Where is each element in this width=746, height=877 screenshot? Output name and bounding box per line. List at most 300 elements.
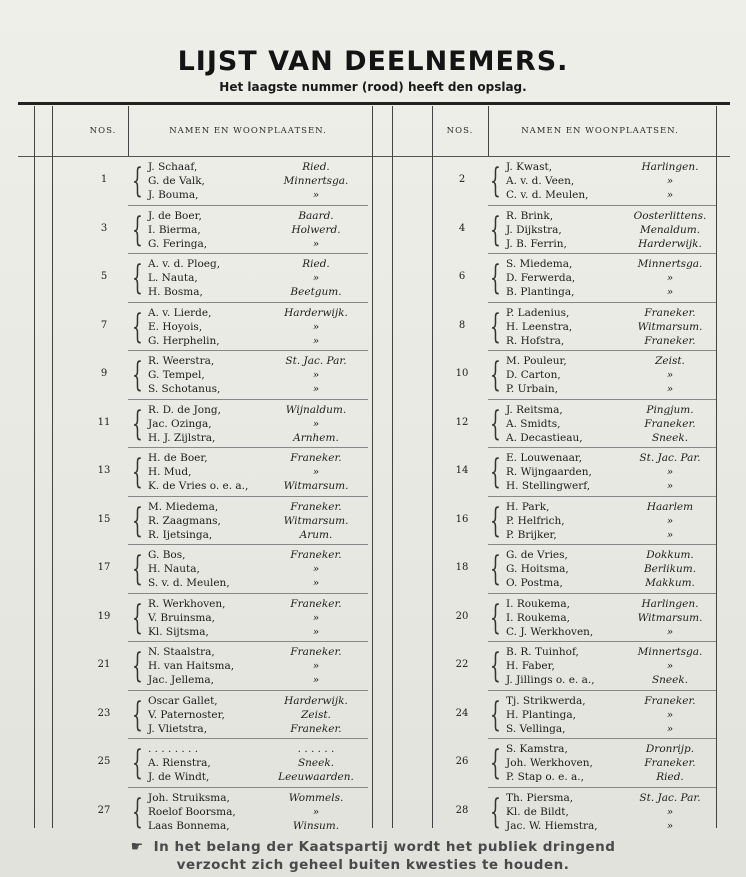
player-names [506, 548, 569, 590]
player-name: Kl. de Bildt, [506, 805, 569, 818]
player-name: J. de Windt, [148, 771, 210, 783]
left-margin-rule [34, 106, 35, 828]
entry-row [434, 352, 746, 400]
player-name: H. Mud, [148, 466, 192, 478]
player-place: » [666, 514, 674, 527]
player-place: Oosterlittens. [633, 209, 707, 222]
player-place: » [312, 369, 320, 381]
entry-row [434, 498, 746, 546]
player-places [266, 209, 366, 251]
player-names [506, 306, 572, 348]
entry-row [76, 643, 396, 691]
player-name: C. v. d. Meulen, [506, 189, 589, 201]
player-place: Dronrijp. [645, 743, 695, 755]
player-name: J. B. Ferrin, [506, 237, 567, 250]
player-name: B. Plantinga, [506, 286, 575, 298]
entry-row [434, 207, 746, 255]
row-separator [128, 641, 368, 642]
player-place: Wijnaldum. [285, 403, 347, 416]
row-separator [128, 787, 368, 788]
player-place: Witmarsum. [637, 320, 703, 333]
player-name: G. Feringa, [148, 237, 208, 250]
player-place: Minnertsga. [283, 175, 349, 187]
entry-number: 28 [455, 804, 469, 816]
player-places [266, 160, 366, 202]
player-name: I. Roukema, [506, 611, 570, 624]
player-place: » [666, 175, 674, 187]
player-name: G. de Valk, [148, 175, 205, 187]
player-name: H. Park, [506, 500, 550, 513]
brace-mark: { [490, 452, 501, 492]
player-place: St. Jac. Par. [639, 452, 701, 464]
left-nos-header: NOS. [89, 126, 117, 136]
player-name: H. J. Zijlstra, [148, 431, 216, 444]
entry-number: 13 [97, 465, 111, 476]
entry-row [76, 401, 396, 449]
player-place: » [666, 272, 674, 284]
player-place: Franeker. [290, 646, 342, 658]
player-names [506, 791, 598, 833]
player-places [266, 597, 366, 639]
footer-line-1: In het belang der Kaatspartij wordt het publiek dringend [153, 839, 616, 855]
entry-row [434, 304, 746, 352]
row-separator [488, 350, 716, 351]
center-rule-right [432, 106, 433, 828]
brace-mark: { [490, 597, 501, 638]
entry-row [434, 595, 746, 643]
entry-row [434, 740, 746, 788]
player-place: Minnertsga. [637, 258, 703, 270]
player-name: Kl. Sijtsma, [148, 625, 209, 638]
brace-mark: { [132, 209, 143, 250]
player-places [266, 742, 366, 784]
player-places [620, 354, 720, 396]
player-place: » [666, 722, 674, 735]
player-name: R. Ijetsinga, [148, 528, 213, 541]
player-places [266, 500, 366, 542]
player-place: Winsum. [292, 819, 340, 832]
brace-mark: { [490, 403, 501, 444]
entry-row [76, 546, 396, 594]
player-names [506, 597, 593, 639]
player-place: » [312, 563, 320, 575]
player-places [266, 791, 366, 833]
player-place: Dokkum. [646, 549, 694, 561]
player-name: M. Pouleur, [506, 355, 567, 367]
footer-notice [0, 838, 746, 874]
player-places [620, 209, 720, 251]
player-place: » [312, 466, 320, 478]
row-separator [488, 302, 716, 303]
player-place: » [312, 660, 320, 672]
player-place: » [666, 189, 674, 201]
player-place: St. Jac. Par. [285, 355, 347, 367]
player-place: Franeker. [290, 549, 342, 561]
player-name: A. Smidts, [506, 417, 561, 430]
entry-number: 17 [97, 562, 111, 573]
player-place: Franeker. [290, 500, 342, 513]
player-place: » [666, 805, 674, 818]
player-name: J. Schaaf, [148, 161, 198, 173]
player-name: . . . . . . . . [148, 743, 199, 755]
entry-row [76, 352, 396, 400]
player-place: » [666, 466, 674, 478]
player-name: P. Ladenius, [506, 306, 570, 319]
player-place: Minnertsga. [637, 646, 703, 658]
brace-mark: { [132, 694, 143, 735]
player-place: » [312, 625, 320, 638]
player-name: N. Staalstra, [148, 646, 215, 658]
player-place: Zeist. [301, 708, 331, 721]
player-name: Jac. Jellema, [148, 674, 214, 686]
player-name: R. Brink, [506, 209, 554, 222]
player-names [506, 354, 567, 396]
player-place: Franeker. [644, 417, 696, 430]
player-name: A. v. d. Veen, [506, 175, 575, 187]
brace-mark: { [490, 209, 501, 250]
player-place: » [312, 320, 320, 333]
player-names [148, 548, 230, 590]
player-name: P. Helfrich, [506, 514, 565, 527]
player-place: St. Jac. Par. [639, 791, 701, 804]
player-place: Witmarsum. [283, 480, 349, 492]
header-rule [18, 156, 730, 157]
player-names [506, 403, 583, 445]
brace-mark: { [132, 452, 143, 492]
brace-mark: { [490, 258, 501, 298]
row-separator [488, 447, 716, 448]
row-separator [128, 253, 368, 254]
player-name: S. Kamstra, [506, 743, 568, 755]
entry-number: 15 [97, 513, 111, 525]
player-place: Sneek. [651, 431, 689, 444]
player-names [148, 694, 225, 736]
entry-row [434, 643, 746, 691]
player-name: V. Paternoster, [148, 708, 225, 721]
player-name: G. Hoitsma, [506, 563, 569, 575]
entry-number: 12 [455, 416, 469, 428]
entry-row [434, 546, 746, 594]
entry-number: 23 [97, 707, 111, 719]
entry-row [76, 158, 396, 206]
player-name: J. Reitsma, [506, 403, 563, 416]
player-places [620, 597, 720, 639]
brace-mark: { [132, 403, 143, 444]
left-nos-rule [128, 106, 129, 156]
player-place: Franeker. [644, 334, 696, 347]
player-place: Franeker. [644, 757, 696, 769]
player-place: Witmarsum. [283, 514, 349, 527]
player-name: E. Hoyois, [148, 320, 203, 333]
player-name: J. Bouma, [148, 189, 199, 201]
player-places [266, 306, 366, 348]
player-name: I. Roukema, [506, 597, 570, 610]
player-place: » [312, 237, 320, 250]
player-place: » [312, 577, 320, 589]
entry-row [76, 498, 396, 546]
brace-mark: { [490, 306, 501, 347]
player-name: M. Miedema, [148, 500, 219, 513]
brace-mark: { [490, 694, 501, 735]
player-name: A. v. d. Ploeg, [148, 258, 221, 270]
entry-number: 7 [100, 319, 108, 331]
entry-number: 3 [100, 222, 108, 234]
row-separator [128, 544, 368, 545]
row-separator [488, 496, 716, 497]
player-place: Pingjum. [646, 403, 694, 416]
player-name: A. Decastieau, [506, 431, 583, 444]
player-places [620, 791, 720, 833]
player-places [266, 354, 366, 396]
player-name: H. Faber, [506, 660, 555, 672]
entry-row [76, 449, 396, 497]
entry-row [76, 595, 396, 643]
player-names [506, 694, 586, 736]
row-separator [488, 690, 716, 691]
row-separator [128, 302, 368, 303]
player-name: R. Weerstra, [148, 355, 215, 367]
brace-mark: { [490, 549, 501, 589]
player-name: J. Vlietstra, [148, 722, 208, 735]
entry-row [76, 207, 396, 255]
row-separator [488, 593, 716, 594]
player-name: J. Kwast, [506, 161, 553, 173]
entry-number: 6 [458, 271, 466, 282]
player-places [266, 257, 366, 299]
player-name: Th. Piersma, [506, 791, 574, 804]
player-name: R. D. de Jong, [148, 403, 221, 416]
player-place: Harlingen. [641, 161, 699, 173]
player-name: R. Hofstra, [506, 334, 565, 347]
player-places [620, 645, 720, 687]
entry-row [434, 255, 746, 303]
player-place: » [312, 272, 320, 284]
player-name: Oscar Gallet, [148, 694, 218, 707]
player-place: Franeker. [290, 722, 342, 735]
player-names [506, 742, 593, 784]
row-separator [488, 641, 716, 642]
player-places [620, 500, 720, 542]
player-names [148, 160, 205, 202]
page-title: LIJST VAN DEELNEMERS. [177, 46, 569, 77]
player-place: » [312, 189, 320, 201]
player-name: Tj. Strikwerda, [506, 694, 586, 707]
player-name: C. J. Werkhoven, [506, 625, 594, 638]
player-names [148, 209, 207, 251]
player-place: Franeker. [290, 597, 342, 610]
brace-mark: { [132, 161, 143, 201]
player-place: » [666, 480, 674, 492]
entry-number: 2 [458, 174, 466, 185]
row-separator [488, 787, 716, 788]
row-separator [128, 350, 368, 351]
brace-mark: { [132, 500, 143, 541]
player-name: S. Schotanus, [148, 383, 221, 395]
player-name: G. Bos, [148, 549, 186, 561]
player-place: Haarlem [646, 500, 694, 513]
page-subtitle: Het laagste nummer (rood) heeft den opslag. [219, 80, 527, 94]
player-place: Menaldum. [639, 223, 701, 236]
brace-mark: { [490, 791, 501, 832]
player-name: H. Stellingwerf, [506, 480, 591, 492]
player-name: A. v. Lierde, [148, 306, 212, 319]
pointing-hand-icon: ☛ [130, 839, 144, 855]
player-places [620, 451, 720, 493]
player-name: H. Leenstra, [506, 320, 573, 333]
player-names [506, 500, 565, 542]
entry-row [76, 789, 396, 837]
player-places [620, 694, 720, 736]
brace-mark: { [490, 161, 501, 201]
entry-number: 1 [100, 174, 108, 185]
player-names [148, 645, 234, 687]
player-place: Berlikum. [643, 563, 697, 575]
player-name: R. Zaagmans, [148, 514, 221, 527]
player-places [620, 306, 720, 348]
entry-number: 20 [455, 610, 469, 622]
row-separator [488, 205, 716, 206]
player-place: Makkum. [645, 577, 695, 589]
left-inner-rule [52, 106, 53, 828]
player-place: Leeuwaarden. [278, 771, 354, 783]
player-name: Jac. Ozinga, [148, 417, 212, 430]
player-place: Franeker. [644, 694, 696, 707]
player-name: Laas Bonnema, [148, 819, 230, 832]
entry-number: 18 [455, 562, 469, 573]
brace-mark: { [490, 500, 501, 541]
player-name: P. Urbain, [506, 383, 558, 395]
entry-number: 10 [455, 368, 469, 379]
player-places [620, 548, 720, 590]
entry-number: 14 [455, 465, 469, 476]
player-place: » [666, 369, 674, 381]
row-separator [488, 544, 716, 545]
player-place: » [312, 805, 320, 818]
row-separator [128, 205, 368, 206]
row-separator [128, 496, 368, 497]
player-name: G. de Vries, [506, 549, 568, 561]
player-places [620, 403, 720, 445]
player-name: P. Stap o. e. a., [506, 771, 584, 783]
player-names [506, 160, 589, 202]
player-place: Harderwijk. [284, 694, 348, 707]
player-place: Franeker. [290, 452, 342, 464]
player-name: S. v. d. Meulen, [148, 577, 230, 589]
brace-mark: { [132, 355, 143, 395]
player-name: V. Bruinsma, [148, 611, 215, 624]
entry-row [434, 449, 746, 497]
player-names [506, 257, 575, 299]
top-rule [18, 102, 730, 105]
player-place: Zeist. [655, 355, 685, 367]
player-place: Beetgum. [290, 286, 342, 298]
entry-number: 26 [455, 756, 469, 767]
brace-mark: { [132, 549, 143, 589]
player-name: P. Brijker, [506, 528, 557, 541]
brace-mark: { [490, 646, 501, 686]
row-separator [128, 593, 368, 594]
player-names [148, 742, 211, 784]
row-separator [488, 253, 716, 254]
player-place: Harderwijk. [284, 306, 348, 319]
player-place: » [666, 625, 674, 638]
player-name: G. Herphelin, [148, 334, 220, 347]
player-places [620, 257, 720, 299]
player-place: Harlingen. [641, 597, 699, 610]
brace-mark: { [132, 306, 143, 347]
player-name: H. Plantinga, [506, 708, 576, 721]
player-name: L. Nauta, [148, 272, 198, 284]
player-places [266, 694, 366, 736]
player-name: Roelof Boorsma, [148, 805, 236, 818]
player-place: Ried. [302, 161, 330, 173]
entry-number: 21 [97, 659, 111, 670]
player-name: O. Postma, [506, 577, 563, 589]
row-separator [488, 399, 716, 400]
row-separator [128, 399, 368, 400]
player-places [266, 451, 366, 493]
player-places [620, 742, 720, 784]
entry-row [434, 789, 746, 837]
entry-number: 25 [97, 756, 111, 767]
player-names [148, 597, 225, 639]
player-name: Joh. Struiksma, [148, 791, 230, 804]
entry-row [76, 255, 396, 303]
player-places [620, 160, 720, 202]
player-name: H. Bosma, [148, 286, 203, 298]
player-place: Arnhem. [293, 431, 339, 444]
player-name: J. Dijkstra, [506, 223, 562, 236]
player-name: K. de Vries o. e. a., [148, 480, 249, 492]
player-name: H. de Boer, [148, 452, 208, 464]
player-places [266, 645, 366, 687]
player-name: S. Vellinga, [506, 722, 566, 735]
player-name: I. Bierma, [148, 223, 201, 236]
player-name: D. Carton, [506, 369, 561, 381]
player-names [148, 500, 221, 542]
player-name: E. Louwenaar, [506, 452, 583, 464]
brace-mark: { [132, 597, 143, 638]
player-name: Joh. Werkhoven, [506, 757, 593, 769]
player-place: » [312, 383, 320, 395]
brace-mark: { [132, 646, 143, 686]
player-names [148, 354, 220, 396]
player-place: Franeker. [644, 306, 696, 319]
player-place: Baard. [298, 209, 334, 222]
player-place: Harderwijk. [638, 237, 702, 250]
player-place: » [666, 528, 674, 541]
player-place: » [666, 286, 674, 298]
player-name: G. Tempel, [148, 369, 205, 381]
player-name: A. Rienstra, [148, 757, 211, 769]
row-separator [128, 738, 368, 739]
brace-mark: { [490, 355, 501, 395]
brace-mark: { [490, 743, 501, 783]
player-place: Ried. [656, 771, 684, 783]
entry-number: 19 [97, 610, 111, 622]
right-nos-rule [488, 106, 489, 156]
player-place: Ried. [302, 258, 330, 270]
entry-number: 8 [458, 319, 466, 331]
entry-number: 22 [455, 659, 469, 670]
player-place: . . . . . . [297, 743, 335, 755]
player-name: H. van Haitsma, [148, 660, 235, 672]
row-separator [128, 447, 368, 448]
entry-number: 4 [458, 222, 466, 234]
player-names [148, 451, 248, 493]
player-place: » [312, 417, 320, 430]
player-place: » [666, 660, 674, 672]
